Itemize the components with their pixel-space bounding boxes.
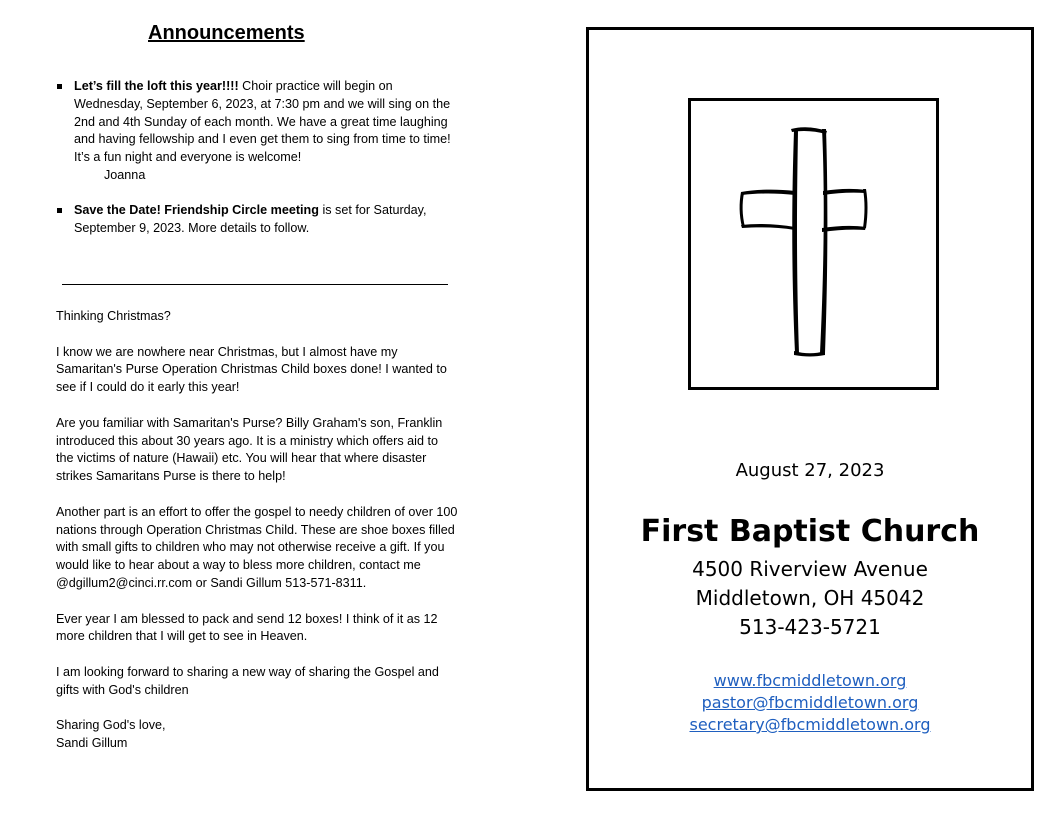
- pastor-email-link[interactable]: pastor@fbcmiddletown.org: [701, 693, 919, 712]
- church-phone: 513-423-5721: [739, 615, 881, 639]
- letter-paragraph: Thinking Christmas?: [56, 309, 171, 323]
- letter-signoff: [56, 717, 458, 753]
- section-divider: [62, 284, 448, 285]
- announcement-lead: Let’s fill the loft this year!!!!: [74, 79, 239, 93]
- announcement-item-choir: [56, 78, 456, 185]
- secretary-email-link[interactable]: secretary@fbcmiddletown.org: [689, 715, 931, 734]
- announcements-list: [56, 78, 456, 237]
- letter-paragraph: I know we are nowhere near Christmas, but I almost have my Samaritan's Purse Operation Christmas Child boxes done! I wanted to see if I could do it early this year!: [56, 344, 447, 395]
- address-street: 4500 Riverview Avenue: [692, 557, 928, 581]
- letter-paragraph: I am looking forward to sharing a new way of sharing the Gospel and gifts with God's children: [56, 664, 439, 697]
- letter-paragraph: Are you familiar with Samaritan's Purse? Billy Graham's son, Franklin introduced this about 30 years ago. It is a ministry which offers aid to the victims of nature (Hawaii) etc. You will hear that where disaster strikes Samaritans Purse is there to help!: [56, 415, 443, 484]
- letter-closing: Sharing God's love,: [56, 718, 166, 733]
- cross-icon: [691, 101, 936, 387]
- christmas-letter: [56, 308, 458, 753]
- letter-paragraph: Ever year I am blessed to pack and send 12 boxes! I think of it as 12 more children that I will get to see in Heaven.: [56, 611, 438, 644]
- website-link[interactable]: www.fbcmiddletown.org: [713, 671, 907, 690]
- church-name: First Baptist Church: [640, 514, 980, 549]
- address-city: Middletown, OH 45042: [695, 586, 925, 610]
- bulletin-cover: [586, 27, 1034, 791]
- service-date: August 27, 2023: [735, 460, 885, 481]
- announcement-signature: Joanna: [104, 167, 146, 182]
- announcement-lead: Save the Date! Friendship Circle meeting: [74, 202, 319, 217]
- announcement-body: Choir practice will begin on Wednesday, September 6, 2023, at 7:30 pm and we will sing on the 2nd and 4th Sunday of each month. We have a great time laughing and having fellowship and I even get them to sing from time to time! It’s a fun night and everyone is welcome!: [74, 79, 451, 165]
- announcement-body: is set for Saturday, September 9, 2023. More details to follow.: [74, 202, 427, 235]
- letter-paragraph: Another part is an effort to offer the gospel to needy children of over 100 nations through Operation Christmas Child. These are shoe boxes filled with small gifts to children who may not otherwise receive a gift. If you would like to hear about a way to bless more children, contact me @dgillum2@cinci.rr.com or Sandi Gillum 513-571-8311.: [56, 504, 458, 590]
- announcements-heading: Announcements: [148, 22, 305, 44]
- announcement-item-friendship: [56, 202, 456, 238]
- letter-signer: Sandi Gillum: [56, 736, 128, 751]
- cross-frame: [688, 98, 939, 390]
